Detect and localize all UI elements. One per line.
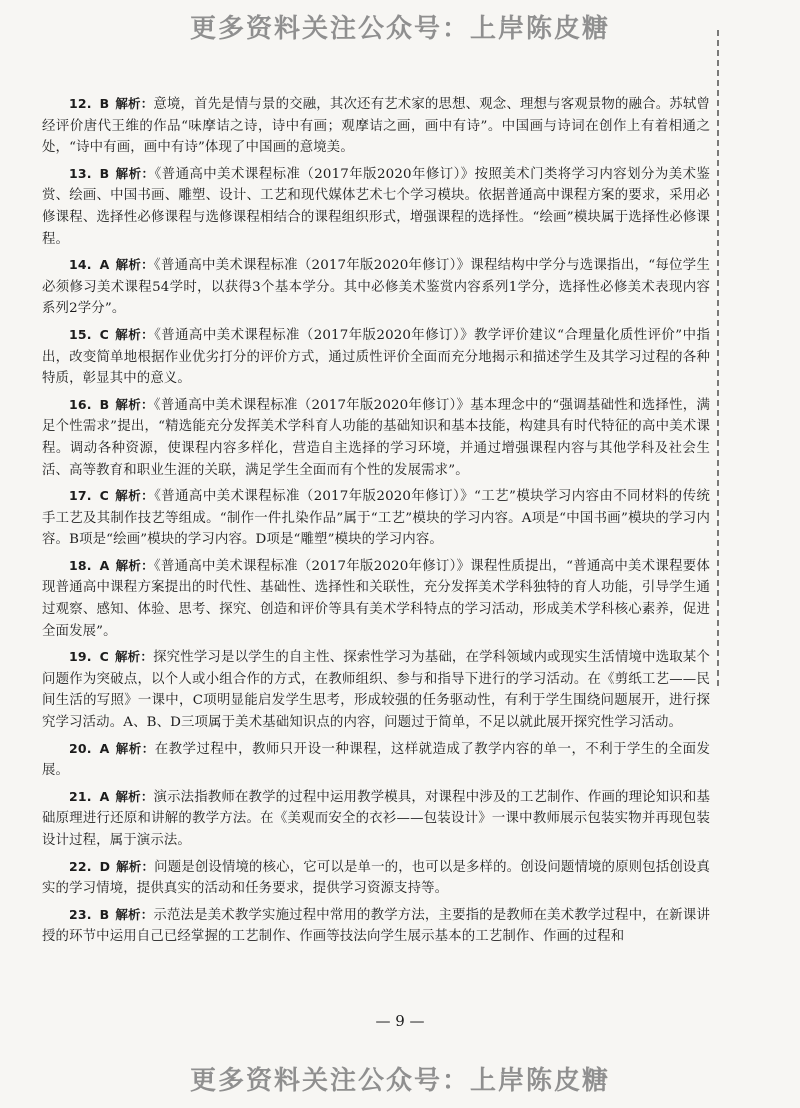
explanation-text: 演示法指教师在教学的过程中运用教学模具，对课程中涉及的工艺制作、作画的理论知识和基础原理进行还原和讲解的教学方法。在《美观而安全的衣衫——包装设计》一课中教师展示包装实物并再现包装设计过程，属于演示法。 <box>42 789 710 848</box>
question-number: 14. <box>69 257 92 273</box>
explanation-label: 解析： <box>114 326 155 342</box>
answer-letter: C <box>99 326 109 342</box>
explanation-label: 解析： <box>115 740 155 756</box>
answer-letter: B <box>99 906 110 922</box>
answer-letter: A <box>99 740 110 756</box>
explanation-text: 《普通高中美术课程标准（2017年版2020年修订）》课程结构中学分与选课指出，“每位学生必须修习美术课程54学时，以获得3个基本学分。其中必修美术鉴赏内容系列1学分，选择性必修美术表现内容系列2学分”。 <box>42 258 710 317</box>
question-number: 19. <box>69 649 92 665</box>
question-number: 23. <box>69 906 92 922</box>
explanation-label: 解析： <box>115 96 154 111</box>
explanation-text: 《普通高中美术课程标准（2017年版2020年修订）》课程性质提出，“普通高中美术课程要体现普通高中课程方案提出的时代性、基础性、选择性和关联性，充分发挥美术学科独特的育人功能，引导学生通过观察、感知、体验、思考、探究、创造和评价等具有美术学科特点的学习活动，形成美术学科核心素养，促进全面发展”。 <box>42 558 710 639</box>
explanation-text: 《普通高中美术课程标准（2017年版2020年修订）》教学评价建议“合理量化质性评价”中指出，改变简单地根据作业优劣打分的评价方式，通过质性评价全面而充分地揭示和描述学生及其学习过程的各种特质，彰显其中的意义。 <box>42 327 710 387</box>
question-number: 16. <box>69 396 92 412</box>
scan-edge-line <box>717 30 719 690</box>
explanation-text: 探究性学习是以学生的自主性、探索性学习为基础，在学科领域内或现实生活情境中选取某个问题作为突破点，以个人或小组合作的方式，在教师组织、参与和指导下进行的学习活动。在《剪纸工艺——民间生活的写照》一课中，C项明显能启发学生思考，形成较强的任务驱动性，有利于学生围绕问题展开，进行探究学习活动。A、B、D三项属于美术基础知识点的内容，问题过于简单，不足以就此展开探究性学习活动。 <box>42 650 711 731</box>
explanation-label: 解析： <box>114 649 154 665</box>
question-number: 12. <box>69 96 92 111</box>
answer-item <box>42 738 710 782</box>
answer-item <box>42 786 710 852</box>
question-number: 18. <box>69 557 92 573</box>
watermark-bottom: 更多资料关注公众号：上岸陈皮糖 <box>189 1066 610 1096</box>
answer-letter: B <box>99 96 110 111</box>
answer-letter: B <box>99 396 110 412</box>
explanation-text: 意境，首先是情与景的交融，其次还有艺术家的思想、观念、理想与客观景物的融合。苏轼曾经评价唐代王维的作品“味摩诘之诗，诗中有画；观摩诘之画，画中有诗”。中国画与诗词在创作上有着相通之处，“诗中有画，画中有诗”体现了中国画的意境美。 <box>42 97 711 156</box>
answer-item <box>42 555 710 642</box>
question-number: 20. <box>69 740 92 756</box>
question-number: 17. <box>69 488 92 504</box>
answer-item <box>42 856 710 900</box>
explanation-label: 解析： <box>115 557 154 573</box>
answer-letter: A <box>99 557 110 573</box>
explanation-label: 解析： <box>116 858 155 874</box>
question-number: 22. <box>69 858 92 874</box>
answer-item <box>42 646 710 733</box>
answer-letter: B <box>99 165 110 181</box>
watermark-top: 更多资料关注公众号：上岸陈皮糖 <box>189 14 610 44</box>
answer-letter: C <box>99 488 109 504</box>
explanation-text: 《普通高中美术课程标准（2017年版2020年修订）》“工艺”模块学习内容由不同材料的传统手工艺及其制作技艺等组成。“制作一件扎染作品”属于“工艺”模块的学习内容。A项是“中国书画”模块的学习内容。B项是“绘画”模块的学习内容。D项是“雕塑”模块的学习内容。 <box>42 489 710 548</box>
answer-item <box>42 163 710 250</box>
explanation-text: 问题是创设情境的核心，它可以是单一的，也可以是多样的。创设问题情境的原则包括创设真实的学习情境，提供真实的活动和任务要求，提供学习资源支持等。 <box>42 859 711 897</box>
question-number: 15. <box>69 326 92 342</box>
answer-letter: A <box>99 788 110 804</box>
answer-item <box>42 485 710 551</box>
explanation-text: 《普通高中美术课程标准（2017年版2020年修订）》基本理念中的“强调基础性和选择性，满足个性需求”提出，“精选能充分发挥美术学科育人功能的基础知识和基本技能，构建具有时代特征的高中美术课程。调动各种资源，使课程内容多样化，营造自主选择的学习环境，并通过增强课程内容与其他学科及社会生活、高等教育和职业生涯的关联，满足学生全面而有个性的发展需求”。 <box>42 397 710 478</box>
answer-item <box>42 254 710 320</box>
answer-letter: A <box>99 257 110 273</box>
answer-letter: D <box>99 858 111 874</box>
question-number: 13. <box>69 165 92 181</box>
explanation-label: 解析： <box>115 165 155 181</box>
explanation-label: 解析： <box>115 396 154 412</box>
explanation-text: 示范法是美术教学实施过程中常用的教学方法，主要指的是教师在美术教学过程中，在新课讲授的环节中运用自己已经掌握的工艺制作、作画等技法向学生展示基本的工艺制作、作画的过程和 <box>42 907 711 945</box>
explanation-text: 在教学过程中，教师只开设一种课程，这样就造成了教学内容的单一，不利于学生的全面发展。 <box>42 741 711 779</box>
answer-letter: C <box>99 649 109 665</box>
explanation-label: 解析： <box>115 257 154 273</box>
explanation-text: 《普通高中美术课程标准（2017年版2020年修订）》按照美术门类将学习内容划分为美术鉴赏、绘画、中国书画、雕塑、设计、工艺和现代媒体艺术七个学习模块。依据普通高中课程方案的要求，采用必修课程、选择性必修课程与选修课程相结合的课程组织形式，增强课程的选择性。“绘画”模块属于选择性必修课程。 <box>42 166 711 247</box>
explanation-label: 解析： <box>115 788 154 804</box>
answer-item <box>42 394 710 481</box>
answer-item <box>42 93 710 159</box>
answer-item <box>42 904 710 948</box>
explanation-label: 解析： <box>115 906 154 922</box>
answer-item <box>42 324 710 390</box>
explanation-label: 解析： <box>114 488 155 504</box>
page-number: — 9 — <box>375 1012 425 1030</box>
question-number: 21. <box>69 788 92 804</box>
answer-list <box>42 93 710 952</box>
